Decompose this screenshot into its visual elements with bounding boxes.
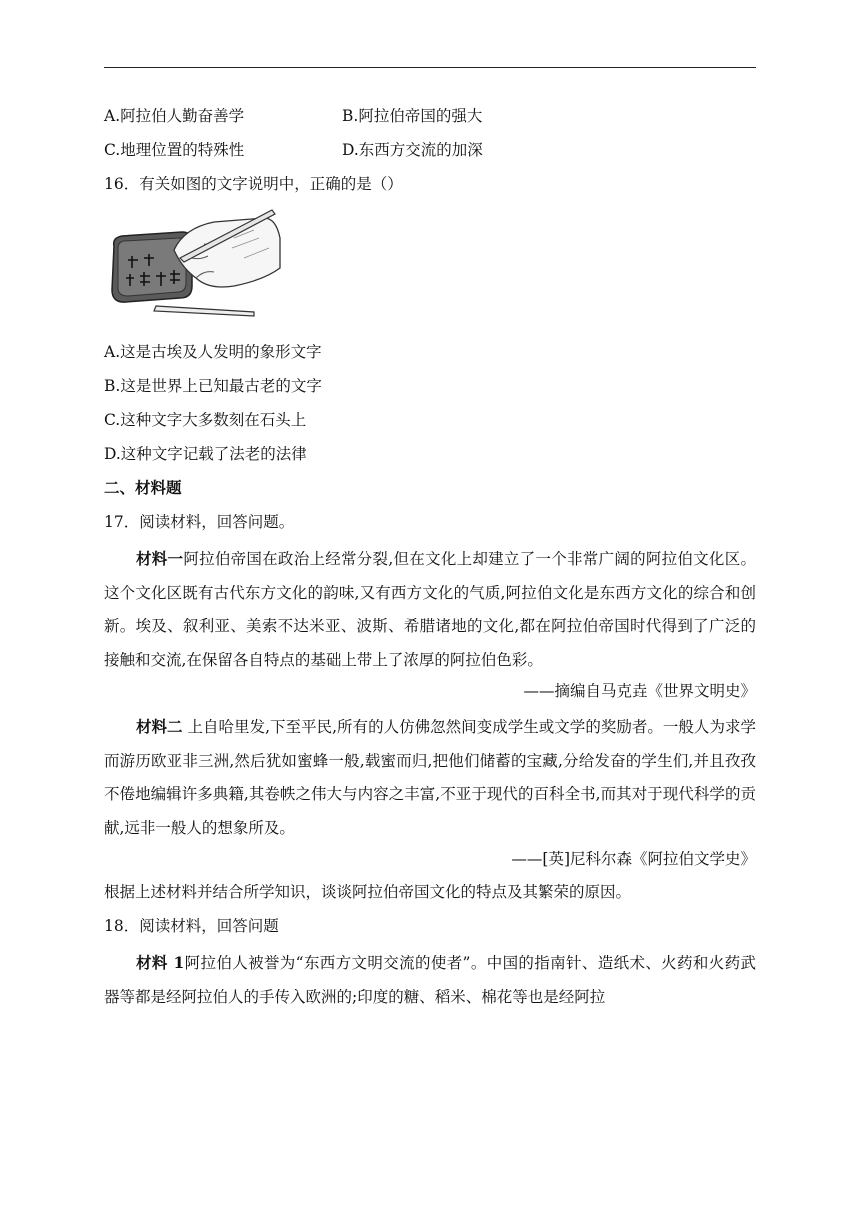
- q15-option-c: C.地理位置的特殊性: [104, 141, 245, 159]
- q17-material-2-label: 材料二: [136, 717, 183, 736]
- tablet-hand-stylus-icon: [104, 208, 284, 328]
- q18-material-1-label: 材料 1: [136, 953, 185, 972]
- q18-stem: 18．阅读材料，回答问题: [104, 917, 279, 935]
- q17-material-2: [104, 710, 756, 845]
- section-title: 二、材料题: [104, 479, 182, 497]
- q17-material-2-source: ——[英]尼科尔森《阿拉伯文学史》: [511, 850, 756, 868]
- q15-option-d: D.东西方交流的加深: [342, 141, 483, 159]
- q16-option-a: A.这是古埃及人发明的象形文字: [104, 343, 322, 361]
- q18-material-1-text: 阿拉伯人被誉为“东西方文明交流的使者”。中国的指南针、造纸术、火药和火药武器等都是经阿拉伯人的手传入欧洲的;印度的糖、稻米、棉花等也是经阿拉: [104, 954, 756, 1006]
- q17-material-1-label: 材料一: [136, 549, 184, 568]
- cuneiform-tablet-illustration: [104, 208, 284, 328]
- q16-stem: 16．有关如图的文字说明中，正确的是（）: [104, 175, 403, 193]
- q17-question: 根据上述材料并结合所学知识，谈谈阿拉伯帝国文化的特点及其繁荣的原因。: [104, 883, 632, 901]
- q15-options-row-2: [104, 136, 756, 170]
- q16-option-b: B.这是世界上已知最古老的文字: [104, 377, 322, 395]
- q15-option-b: B.阿拉伯帝国的强大: [342, 107, 483, 125]
- q15-options-row-1: [104, 102, 756, 136]
- q16-option-d: D.这种文字记载了法老的法律: [104, 445, 307, 463]
- q18-material-1: [104, 946, 756, 1014]
- q17-material-1: [104, 542, 756, 677]
- q17-material-1-source: ——摘编自马克垚《世界文明史》: [523, 682, 756, 700]
- q17-material-1-text: 阿拉伯帝国在政治上经常分裂,但在文化上却建立了一个非常广阔的阿拉伯文化区。这个文化区既有古代东方文化的韵味,又有西方文化的气质,阿拉伯文化是东西方文化的综合和创新。埃及、叙利亚、美索不达米亚、波斯、希腊诸地的文化,都在阿拉伯帝国时代得到了广泛的接触和交流,在保留各自特点的基础上带上了浓厚的阿拉伯色彩。: [104, 550, 756, 669]
- document-page: [104, 102, 756, 1014]
- q17-material-2-text: 上自哈里发,下至平民,所有的人仿佛忽然间变成学生或文学的奖励者。一般人为求学而游历欧亚非三洲,然后犹如蜜蜂一般,载蜜而归,把他们储蓄的宝藏,分给发奋的学生们,并且孜孜不倦地编辑许多典籍,其卷帙之伟大与内容之丰富,不亚于现代的百科全书,而其对于现代科学的贡献,远非一般人的想象所及。: [104, 718, 756, 837]
- q17-stem: 17．阅读材料，回答问题。: [104, 513, 295, 531]
- q15-option-a: A.阿拉伯人勤奋善学: [104, 107, 245, 125]
- q16-option-c: C.这种文字大多数刻在石头上: [104, 411, 307, 429]
- header-rule: [104, 67, 756, 68]
